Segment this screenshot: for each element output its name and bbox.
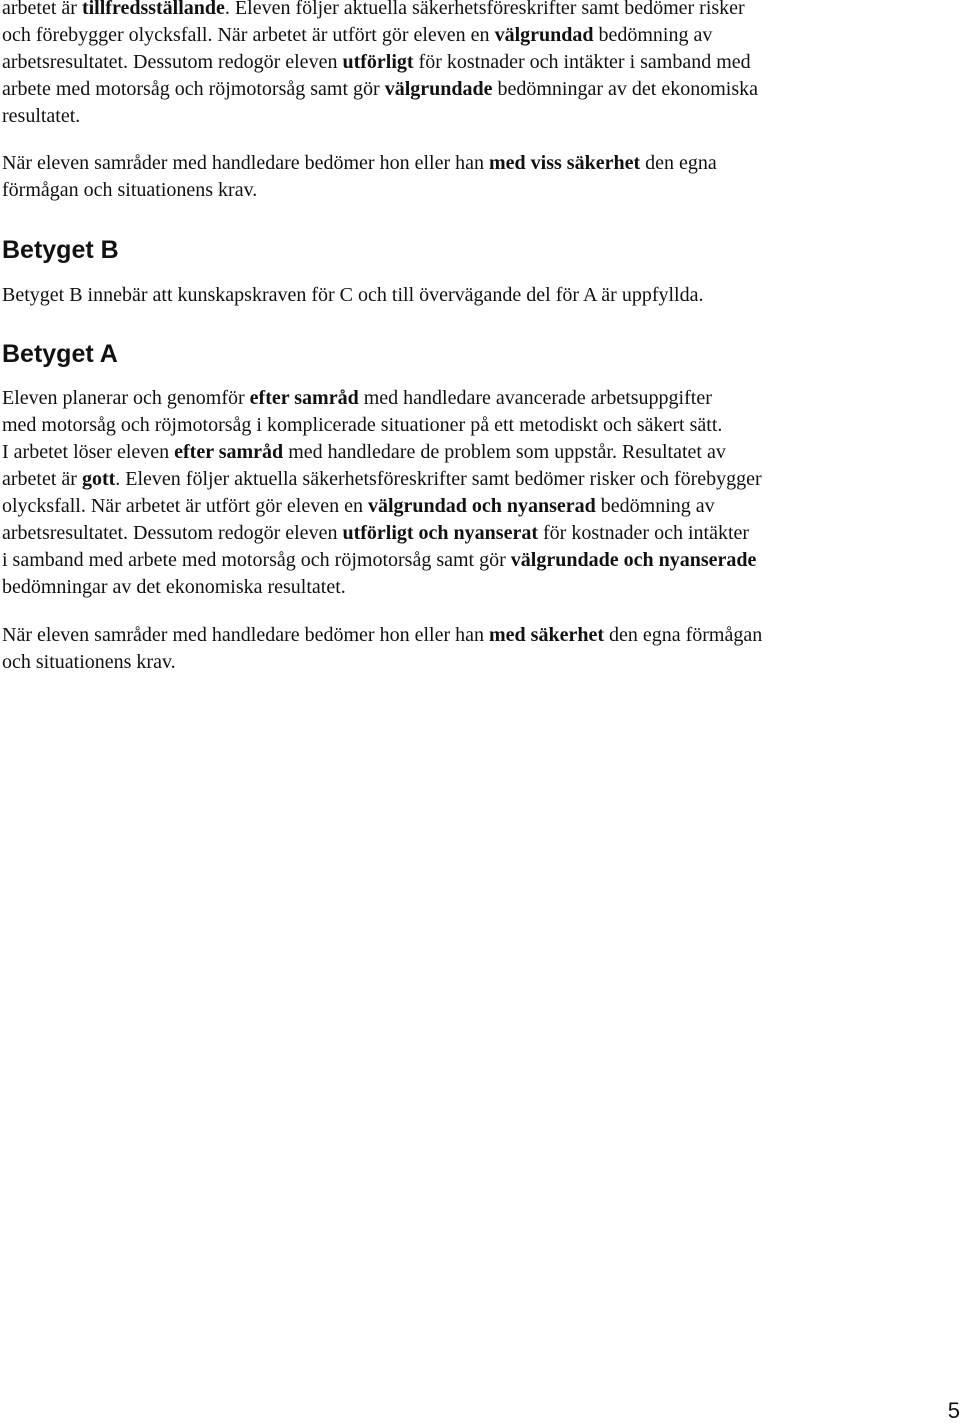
text-run: med handledare avancerade arbetsuppgifter (358, 387, 712, 409)
bold-text: med säkerhet (489, 624, 604, 646)
text-run: bedömning av (593, 24, 713, 46)
text-run: förmågan och situationens krav. (2, 179, 258, 201)
bold-text: efter samråd (174, 441, 284, 463)
bold-text: utförligt (342, 51, 414, 73)
text-run: arbetsresultatet. Dessutom redogör eleven (2, 51, 343, 73)
text-run: . Eleven följer aktuella säkerhetsföreskrifter samt bedömer risker och förebygger (115, 468, 762, 490)
bold-text: välgrundad och nyanserad (367, 495, 596, 517)
text-line (2, 49, 902, 76)
text-run: Eleven planerar och genomför (2, 387, 250, 409)
text-run: för kostnader och intäkter (538, 522, 750, 544)
text-run: Betyget B innebär att kunskapskraven för C och till övervägande del för A är uppfyllda. (2, 284, 704, 306)
paragraph-grade-a-consultation (2, 622, 902, 676)
text-line (2, 649, 902, 676)
bold-text: med viss säkerhet (489, 152, 641, 174)
text-line (2, 622, 902, 649)
text-run: olycksfall. När arbetet är utfört gör eleven en (2, 495, 368, 517)
text-run: med handledare de problem som uppstår. Resultatet av (283, 441, 726, 463)
text-line (2, 547, 902, 574)
text-line (2, 0, 902, 22)
text-run: och förebygger olycksfall. När arbetet är utfört gör eleven en (2, 24, 495, 46)
paragraph-grade-b (2, 282, 902, 309)
text-line (2, 412, 902, 439)
heading-grade-b: Betyget B (2, 236, 119, 264)
heading-grade-a: Betyget A (2, 340, 118, 368)
text-run: . Eleven följer aktuella säkerhetsföreskrifter samt bedömer risker (224, 0, 745, 19)
text-run: arbete med motorsåg och röjmotorsåg samt gör (2, 78, 385, 100)
paragraph-grade-a (2, 385, 902, 601)
text-run: bedömningar av det ekonomiska (492, 78, 758, 100)
text-run: och situationens krav. (2, 651, 176, 673)
text-run: arbetet är (2, 0, 82, 19)
text-run: arbetet är (2, 468, 82, 490)
text-line (2, 574, 902, 601)
text-line (2, 439, 902, 466)
bold-text: välgrundad (494, 24, 594, 46)
text-line (2, 493, 902, 520)
text-run: resultatet. (2, 105, 81, 127)
text-run: När eleven samråder med handledare bedömer hon eller han (2, 624, 489, 646)
page-number: 5 (947, 1398, 960, 1423)
bold-text: tillfredsställande (81, 0, 225, 19)
text-line (2, 177, 902, 204)
text-run: arbetsresultatet. Dessutom redogör eleven (2, 522, 343, 544)
text-run: den egna (640, 152, 717, 174)
bold-text: välgrundade (384, 78, 493, 100)
text-run: bedömning av (595, 495, 715, 517)
text-run: för kostnader och intäkter i samband med (413, 51, 751, 73)
text-run: I arbetet löser eleven (2, 441, 175, 463)
bold-text: efter samråd (249, 387, 359, 409)
text-run: med motorsåg och röjmotorsåg i komplicerade situationer på ett metodiskt och säkert sätt. (2, 414, 723, 436)
text-run: i samband med arbete med motorsåg och röjmotorsåg samt gör (2, 549, 511, 571)
text-line (2, 150, 902, 177)
bold-text: gott (81, 468, 116, 490)
text-line (2, 520, 902, 547)
text-line (2, 22, 902, 49)
text-line (2, 103, 902, 130)
text-run: När eleven samråder med handledare bedömer hon eller han (2, 152, 489, 174)
bold-text: välgrundade och nyanserade (510, 549, 757, 571)
bold-text: utförligt och nyanserat (342, 522, 538, 544)
paragraph-grade-c-consultation (2, 150, 902, 204)
text-line (2, 466, 902, 493)
text-line (2, 76, 902, 103)
paragraph-grade-c-tail (2, 0, 902, 130)
text-run: den egna förmågan (603, 624, 763, 646)
text-run: bedömningar av det ekonomiska resultatet. (2, 576, 346, 598)
text-line (2, 282, 902, 309)
text-line (2, 385, 902, 412)
